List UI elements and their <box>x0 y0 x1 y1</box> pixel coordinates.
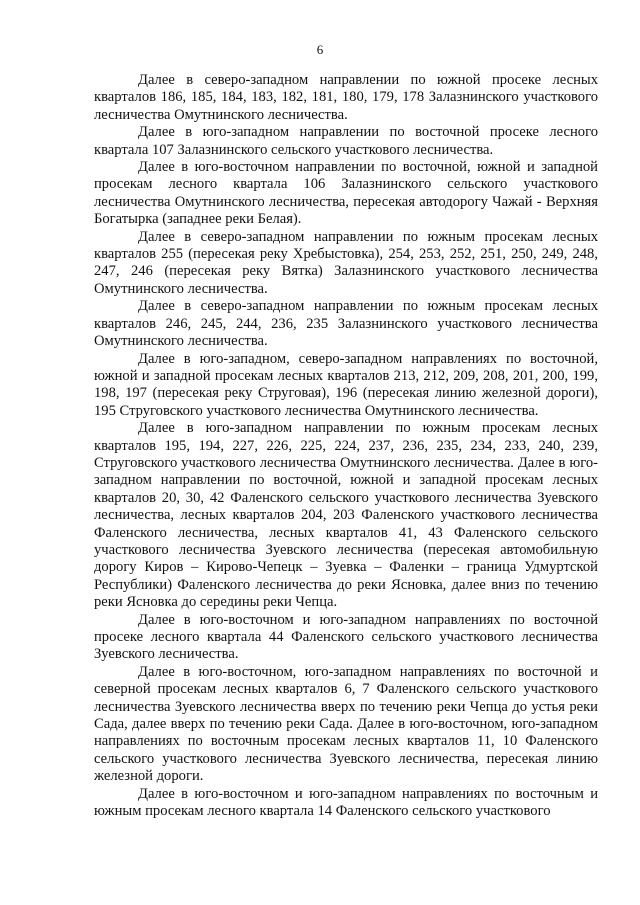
paragraph: Далее в северо-западном направлении по южным просекам лесных кварталов 255 (пересекая реку Хребыстовка), 254, 253, 252, 251, 250, 249, 248, 247, 246 (пересекая реку Вятка) Залазнинского участкового лесничества Омутнинского лесничества. <box>94 228 598 297</box>
paragraph: Далее в северо-западном направлении по южным просекам лесных кварталов 246, 245, 244, 236, 235 Залазнинского участкового лесничества Омутнинского лесничества. <box>94 298 598 350</box>
paragraph: Далее в юго-восточном и юго-западном направлениях по восточной просеке лесного квартала 44 Фаленского сельского участкового лесничества Зуевского лесничества. <box>94 611 598 663</box>
document-body <box>94 72 598 820</box>
paragraph: Далее в юго-восточном, юго-западном направлениях по восточной и северной просекам лесных кварталов 6, 7 Фаленского сельского участкового лесничества Зуевского лесничества вверх по течению реки Чепца до устья реки Сада, далее вверх по течению реки Сада. Далее в юго-восточном, юго-западном направлениях по восточным просекам лесных кварталов 11, 10 Фаленского сельского участкового лесничества Зуевского лесничества, пересекая линию железной дороги. <box>94 663 598 785</box>
paragraph: Далее в юго-восточном направлении по восточной, южной и западной просекам лесного квартала 106 Залазнинского сельского участкового лесничества Омутнинского лесничества, пересекая автодорогу Чажай - Верхняя Богатырка (западнее реки Белая). <box>94 159 598 228</box>
paragraph: Далее в юго-западном, северо-западном направлениях по восточной, южной и западной просекам лесных кварталов 213, 212, 209, 208, 201, 200, 199, 198, 197 (пересекая реку Струговая), 196 (пересекая линию железной дороги), 195 Струговского участкового лесничества Омутнинского лесничества. <box>94 350 598 419</box>
paragraph: Далее в юго-восточном и юго-западном направлениях по восточным и южным просекам лесного квартала 14 Фаленского сельского участкового <box>94 785 598 820</box>
paragraph: Далее в юго-западном направлении по восточной просеке лесного квартала 107 Залазнинского сельского участкового лесничества. <box>94 124 598 158</box>
paragraph: Далее в юго-западном направлении по южным просекам лесных кварталов 195, 194, 227, 226, 225, 224, 237, 236, 235, 234, 233, 240, 239, Струговского участкового лесничества Омутнинского лесничества. Далее в юго-западном направлении по восточной, южной и западной просекам лесных кварталов 20, 30, 42 Фаленского сельского участкового лесничества Зуевского лесничества, лесных кварталов 204, 203 Фаленского участкового лесничества Фаленского лесничества, лесных кварталов 41, 43 Фаленского сельского участкового лесничества Зуевского лесничества (пересекая автомобильную дорогу Киров – Кирово-Чепецк – Зуевка – Фаленки – граница Удмуртской Республики) Фаленского лесничества до реки Ясновка, далее вниз по течению реки Ясновка до середины реки Чепца. <box>94 420 598 611</box>
paragraph: Далее в северо-западном направлении по южной просеке лесных кварталов 186, 185, 184, 183, 182, 181, 180, 179, 178 Залазнинского участкового лесничества Омутнинского лесничества. <box>94 72 598 123</box>
page-number: 6 <box>316 42 324 57</box>
